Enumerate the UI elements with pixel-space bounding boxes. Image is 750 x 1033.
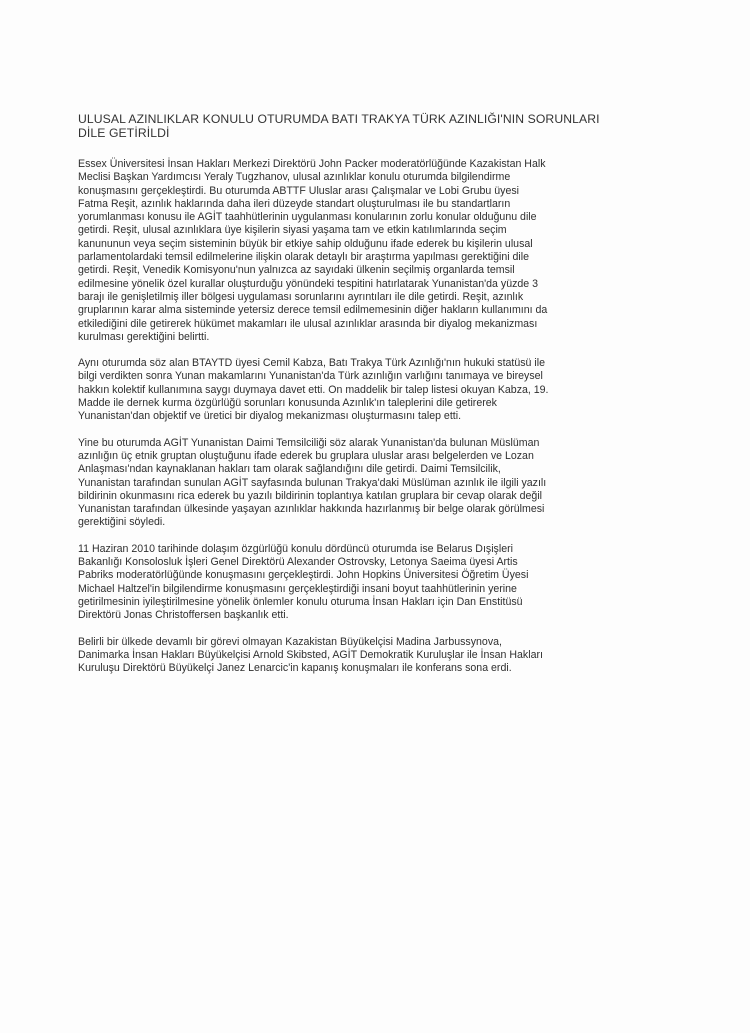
text-line: gerektiğini söyledi.: [78, 516, 166, 529]
text-line: Essex Üniversitesi İnsan Hakları Merkezi Direktörü John Packer moderatörlüğünde Kazakistan Halk: [78, 158, 546, 170]
text-line: gruplarının karar alma sisteminde yetersiz derece temsil edilmemesinin diğer hakların kullanımını da: [78, 304, 548, 317]
title-line: ULUSAL AZINLIKLAR KONULU OTURUMDA BATI TRAKYA TÜRK AZINLIĞI'NIN SORUNLARI: [78, 112, 600, 126]
text-line: kurulması gerektiğini belirtti.: [78, 330, 210, 343]
paragraph-5: [78, 636, 626, 676]
text-line: Direktörü Jonas Christoffersen başkanlık etti.: [78, 609, 289, 622]
text-line: Aynı oturumda söz alan BTAYTD üyesi Cemil Kabza, Batı Trakya Türk Azınlığı'nın hukuki statüsü ile: [78, 357, 545, 370]
paragraph-2: [78, 357, 626, 423]
text-line: getirilmesinin iyileştirilmesine yönelik önlemler konulu oturuma İnsan Hakları için Dan Enstitüsü: [78, 595, 523, 608]
text-line: Kuruluşu Direktörü Büyükelçi Janez Lenarcic'in kapanış konuşmaları ile konferans sona erdi.: [78, 662, 512, 675]
text-line: etkilediğini dile getirerek hükümet makamları ile ulusal azınlıklar arasında bir diyalog mekanizması: [78, 317, 538, 330]
paragraph-1: [78, 158, 626, 344]
text-line: 11 Haziran 2010 tarihinde dolaşım özgürlüğü konulu dördüncü oturumda ise Belarus Dışişleri: [78, 542, 513, 555]
paragraph-4: [78, 543, 626, 623]
text-line: Michael Haltzel'in bilgilendirme konuşmasını gerçekleştirdiği insani boyut taahhütlerinin yerine: [78, 582, 517, 595]
text-line: Pabriks moderatörlüğünde konuşmasını gerçekleştirdi. John Hopkins Üniversitesi Öğretim Üyesi: [78, 569, 529, 582]
title-line: DİLE GETİRİLDİ: [78, 126, 170, 140]
text-line: Meclisi Başkan Yardımcısı Yeraly Tugzhanov, ulusal azınlıklar konulu oturumda bilgilendirme: [78, 171, 511, 184]
text-line: hakkın kolektif kullanımına saygı duymaya davet etti. On maddelik bir talep listesi okuyan Kabza, 19.: [78, 383, 549, 396]
text-line: azınlığın üç etnik gruptan oluştuğunu ifade ederek bu gruplara uluslar arası belgelerden ve Lozan: [78, 449, 534, 462]
text-line: yorumlanması konusu ile AGİT taahhütlerinin uygulanması konularının zorlu konular olduğunu dile: [78, 211, 537, 224]
text-line: barajı ile genişletilmiş iller bölgesi uygulaması sorunlarını ayrıntıları ile dile getirdi. Reşit, azınlık: [78, 290, 524, 303]
document-title: [78, 112, 626, 140]
text-line: bilgi verdikten sonra Yunan makamlarını Yunanistan'da Türk azınlığın varlığını tanımaya ve bireysel: [78, 370, 543, 383]
text-line: Yunanistan tarafından sunulan AGİT sayfasında bulunan Trakya'daki Müslüman azınlık ile ilgili yazılı: [78, 476, 547, 489]
paragraph-3: [78, 437, 626, 530]
text-line: bildirinin okunmasını rica ederek bu yazılı bildirinin toplantıya katılan gruplara bir cevap olarak değil: [78, 489, 543, 502]
text-line: Yine bu oturumda AGİT Yunanistan Daimi Temsilciliği söz alarak Yunanistan'da bulunan Müslüman: [78, 436, 540, 449]
document-body: [78, 112, 626, 688]
text-line: konuşmasını gerçekleştirdi. Bu oturumda ABTTF Uluslar arası Çalışmalar ve Lobi Grubu üyesi: [78, 184, 519, 197]
text-line: Danimarka İnsan Hakları Büyükelçisi Arnold Skibsted, AGİT Demokratik Kuruluşlar ile İnsan Hakları: [78, 648, 543, 661]
text-line: Yunanistan'dan objektif ve üretici bir diyalog mekanizması oluşturmasını talep etti.: [78, 410, 462, 423]
text-line: Bakanlığı Konsolosluk İşleri Genel Direktörü Alexander Ostrovsky, Letonya Saeima üyesi Artis: [78, 556, 518, 569]
text-line: Anlaşması'ndan kaynaklanan hakları tam olarak sağlandığını dile getirdi. Daimi Temsilcilik,: [78, 463, 501, 476]
text-line: getirdi. Reşit, Venedik Komisyonu'nun yalnızca az sayıdaki ülkenin seçilmiş organlarda temsil: [78, 264, 515, 277]
text-line: getirdi. Reşit, ulusal azınlıklara üye kişilerin siyasi yaşama tam ve etkin katılımlarında seçim: [78, 224, 507, 237]
text-line: Fatma Reşit, azınlık haklarında daha ileri düzeyde standart oluşturulması ile bu standartların: [78, 197, 511, 210]
text-line: Belirli bir ülkede devamlı bir görevi olmayan Kazakistan Büyükelçisi Madina Jarbussynova,: [78, 635, 502, 648]
text-line: Yunanistan tarafından ülkesinde yaşayan azınlıklar hakkında hazırlanmış bir belge olarak görülmesi: [78, 503, 545, 516]
text-line: edilmesine yönelik özel kurallar oluşturduğu yönündeki tespitini hatırlatarak Yunanistan'da yüzde 3: [78, 277, 538, 290]
text-line: kanununun veya seçim sisteminin büyük bir etkiye sahip olduğunu ifade ederek bu kişilerin ulusal: [78, 237, 533, 250]
text-line: parlamentolardaki temsil edilmelerine ilişkin olarak detaylı bir araştırma yapılması gerektiğini dile: [78, 251, 530, 264]
text-line: Madde ile dernek kurma özgürlüğü sorunları konusunda Azınlık'ın taleplerini dile getirerek: [78, 397, 497, 410]
